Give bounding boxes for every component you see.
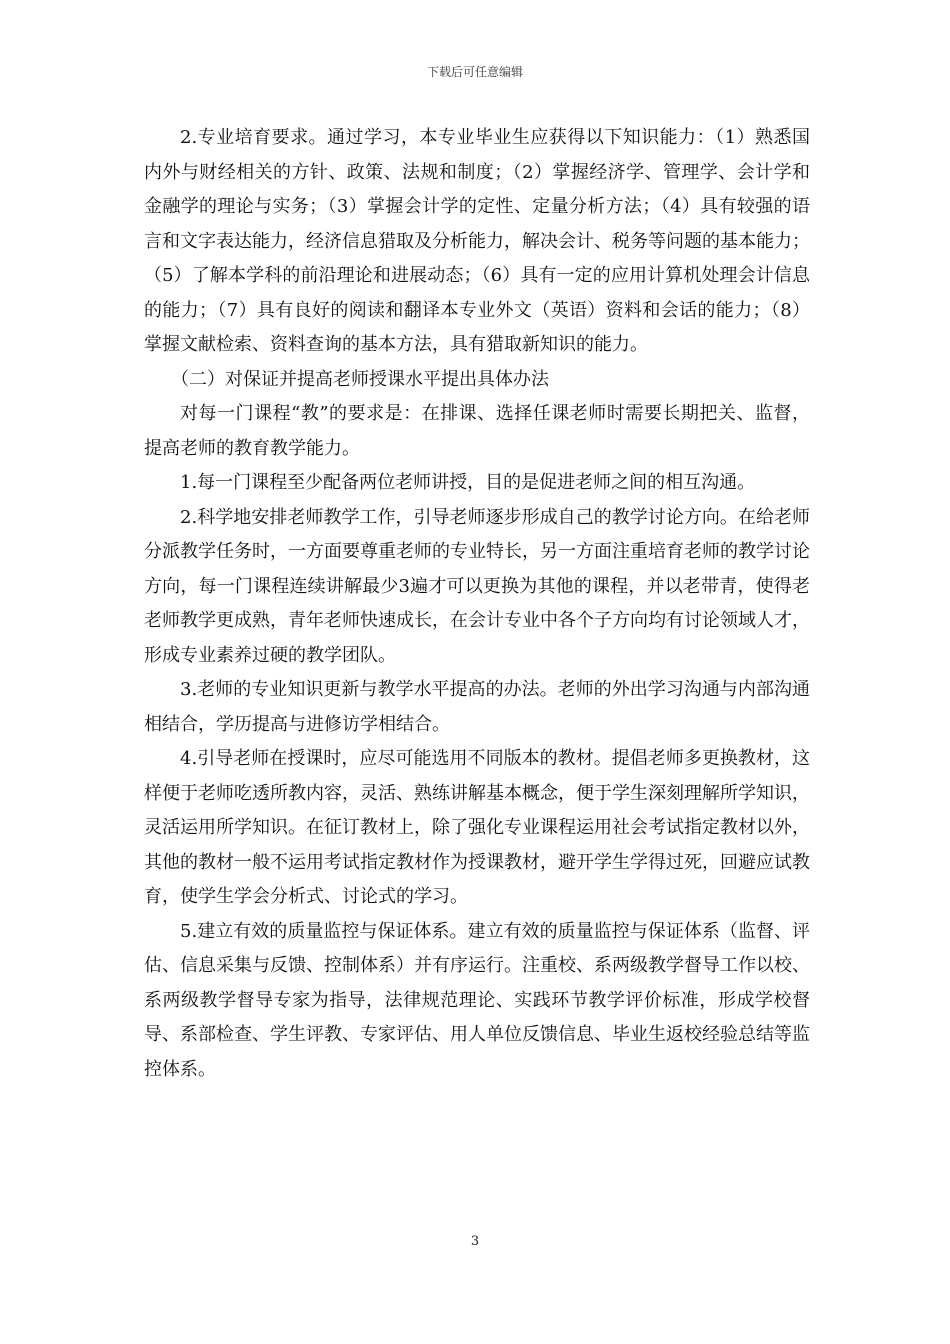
section-heading: （二）对保证并提高老师授课水平提出具体办法 (171, 368, 549, 390)
paragraph-item-3: 3.老师的专业知识更新与教学水平提高的办法。老师的外出学习沟通与内部沟通相结合，学历提高与进修访学相结合。 (144, 679, 810, 735)
paragraph-item-2: 2.科学地安排老师教学工作，引导老师逐步形成自己的教学讨论方向。在给老师分派教学任务时，一方面要尊重老师的专业特长，另一方面注重培育老师的教学讨论方向，每一门课程连续讲解最少3遍才可以更换为其他的课程，并以老带青，使得老老师教学更成熟，青年老师快速成长，在会计专业中各个子方向均有讨论领域人才，形成专业素养过硬的教学团队。 (144, 506, 810, 666)
paragraph-item-5: 5.建立有效的质量监控与保证体系。建立有效的质量监控与保证体系（监督、评估、信息采集与反馈、控制体系）并有序运行。注重校、系两级教学督导工作以校、系两级教学督导专家为指导，法律规范理论、实践环节教学评价标准，形成学校督导、系部检查、学生评教、专家评估、用人单位反馈信息、毕业生返校经验总结等监控体系。 (144, 920, 810, 1080)
paragraph-item-1: 1.每一门课程至少配备两位老师讲授，目的是促进老师之间的相互沟通。 (180, 472, 756, 493)
document-body (144, 121, 810, 1087)
page-number: 3 (470, 1234, 480, 1249)
paragraph-training-requirements: 2.专业培育要求。通过学习，本专业毕业生应获得以下知识能力：（1）熟悉国内外与财经相关的方针、政策、法规和制度；（2）掌握经济学、管理学、会计学和金融学的理论与实务；（3）掌握会计学的定性、定量分析方法；（4）具有较强的语言和文字表达能力，经济信息猎取及分析能力，解决会计、税务等问题的基本能力；（5）了解本学科的前沿理论和进展动态；（6）具有一定的应用计算机处理会计信息的能力；（7）具有良好的阅读和翻译本专业外文（英语）资料和会话的能力；（8）掌握文献检索、资料查询的基本方法，具有猎取新知识的能力。 (144, 127, 810, 355)
paragraph-teaching-requirements: 对每一门课程“教”的要求是：在排课、选择任课老师时需要长期把关、监督，提高老师的教育教学能力。 (144, 403, 810, 459)
page-header: 下载后可任意编辑 (426, 65, 523, 79)
paragraph-item-4: 4.引导老师在授课时，应尽可能选用不同版本的教材。提倡老师多更换教材，这样便于老师吃透所教内容，灵活、熟练讲解基本概念，便于学生深刻理解所学知识，灵活运用所学知识。在征订教材上，除了强化专业课程运用社会考试指定教材以外，其他的教材一般不运用考试指定教材作为授课教材，避开学生学得过死，回避应试教育，使学生学会分析式、讨论式的学习。 (144, 748, 810, 907)
